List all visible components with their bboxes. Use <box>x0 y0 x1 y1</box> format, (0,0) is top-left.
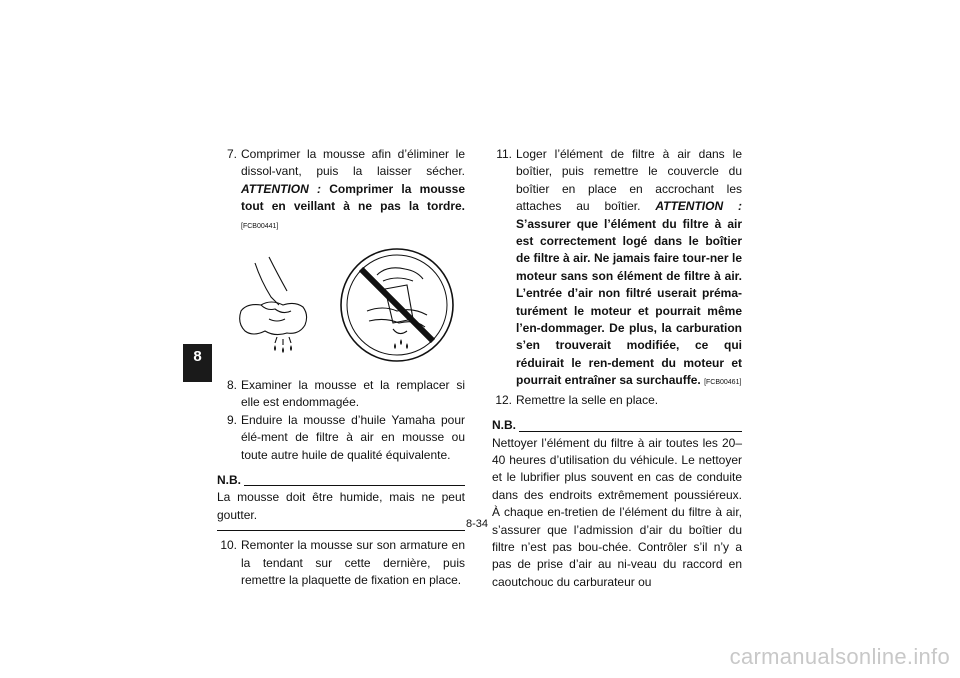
step-number: 8. <box>226 378 237 393</box>
step-number: 10. <box>220 538 237 553</box>
chapter-tab <box>183 344 212 382</box>
reference-code: [FCB00461] <box>704 379 742 387</box>
caution-label: ATTENTION : <box>241 181 321 196</box>
note-text: La mousse doit être humide, mais ne peut goutter. <box>217 490 465 522</box>
chapter-number: 8 <box>193 348 202 365</box>
step-text: Loger l’élément de filtre à air dans le boîtier, puis remettre le couvercle du boîtier en place en accrochant les attaches au boîtier. <box>516 147 742 214</box>
note-rule <box>244 475 465 486</box>
caution-label: ATTENTION : <box>655 199 742 214</box>
step-7 <box>217 146 465 235</box>
step-text: Examiner la mousse et la remplacer si elle est endommagée. <box>241 378 465 410</box>
illustration <box>217 245 465 365</box>
note-heading <box>492 417 742 434</box>
step-number: 11. <box>496 147 512 161</box>
step-10 <box>217 537 465 589</box>
step-12 <box>492 392 742 409</box>
step-text: Remettre la selle en place. <box>516 392 659 407</box>
step-8 <box>217 377 465 412</box>
caution-text: S’assurer que l’élément du filtre à air est correctement logé dans le boîtier de filtre à air. Ne jamais faire tour-ner le moteur sans son élément de filtre à air. L’entrée d’air non filtré userait préma-turément le moteur et pourrait même l’en-dommager. De plus, la carburation s’en trouverait modifiée, ce qui réduirait le ren-dement du moteur et pourrait entraîner sa surchauffe. <box>516 216 742 388</box>
step-number: 12. <box>495 392 512 407</box>
page-number: 8-34 <box>466 518 489 530</box>
hand-squeezing-foam-icon <box>240 257 307 345</box>
reference-code: [FCB00441] <box>241 222 279 230</box>
step-9 <box>217 412 465 464</box>
caution-text: Comprimer la mousse tout en veillant à ne pas la tordre. <box>241 181 465 214</box>
left-column <box>217 146 465 590</box>
prohibited-twisting-icon <box>341 249 453 361</box>
step-11 <box>492 146 742 392</box>
step-number: 7. <box>226 147 237 161</box>
note-heading <box>217 472 465 489</box>
step-text: Comprimer la mousse afin d’éliminer le dissol-vant, puis la laisser sécher. <box>241 147 465 179</box>
step-number: 9. <box>226 412 237 427</box>
step-text: Enduire la mousse d’huile Yamaha pour élé-ment de filtre à air en mousse ou toute autre huile de qualité équivalente. <box>241 412 465 462</box>
watermark: carmanualsonline.info <box>729 644 950 669</box>
squeeze-illustration <box>217 245 465 365</box>
note-rule <box>519 421 742 432</box>
note-text: Nettoyer l’élément du filtre à air toutes les 20–40 heures d’utilisation du véhicule. Le nettoyer et le lubrifier plus souvent en cas de conduite dans des endroits extrêmement poussiéreux. À chaque en-tretien de l’élément du filtre à air, s’assurer que l’admission d’air du boîtier du filtre n’est pas bou-chée. Contrôler s’il n’y a pas de prise d’air au ni-veau du raccord en caoutchouc du carburateur ou <box>492 435 742 589</box>
note-end-rule <box>217 530 465 531</box>
note-label: N.B. <box>492 418 516 433</box>
note-label: N.B. <box>217 473 241 488</box>
step-text: Remonter la mousse sur son armature en la tendant sur cette dernière, puis remettre la plaquette de fixation en place. <box>241 538 465 588</box>
right-column <box>492 146 742 591</box>
